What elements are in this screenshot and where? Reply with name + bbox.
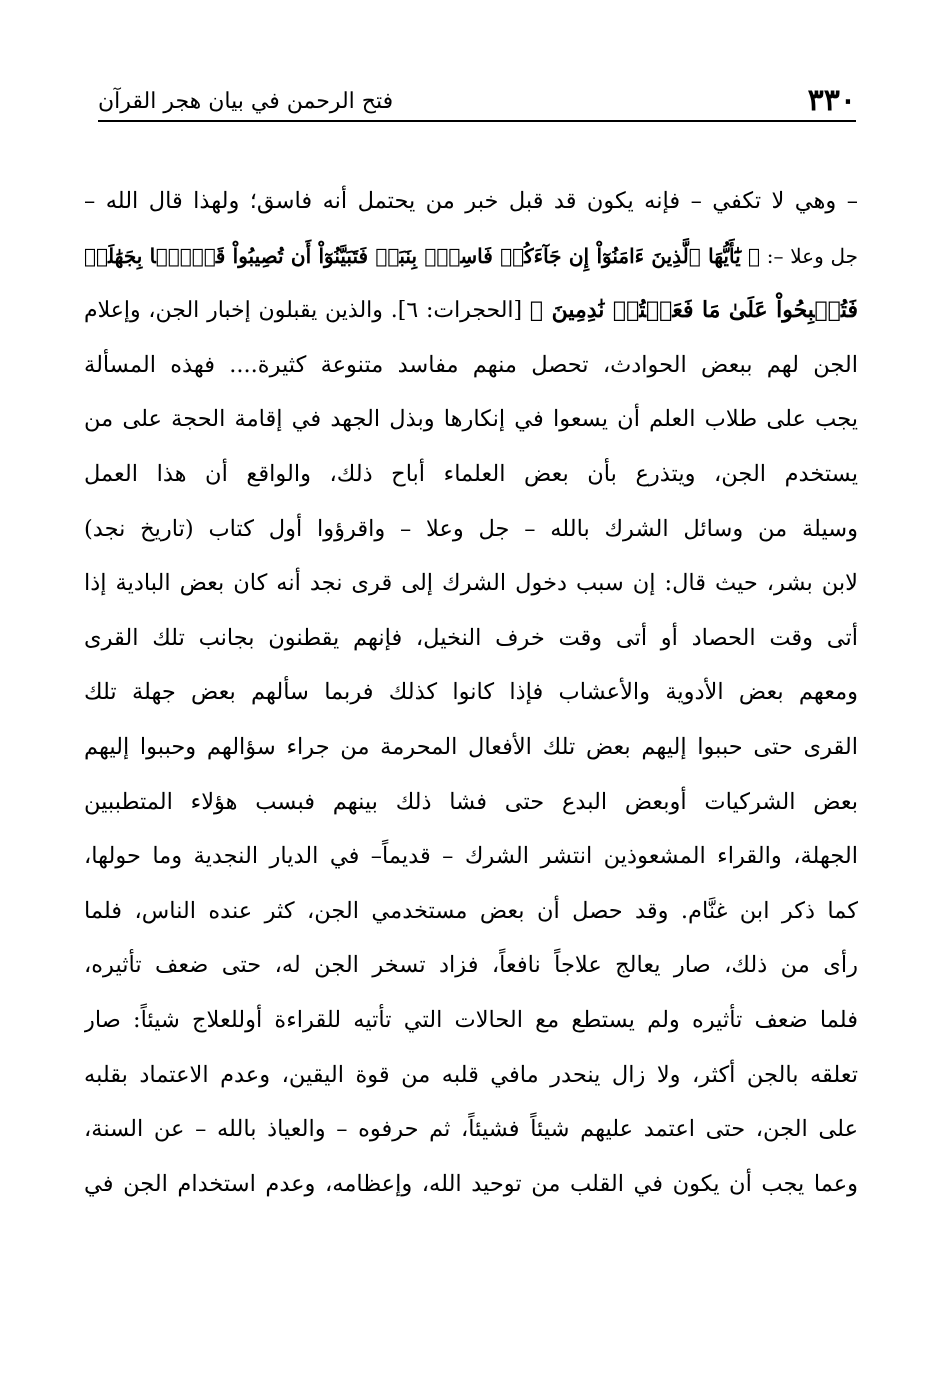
- line-text: جل وعلا –:: [760, 243, 858, 268]
- text-line: [84, 502, 858, 557]
- line-text: ومعهم بعض الأدوية والأعشاب فإذا كانوا كذلك فربما سألهم بعض جهلة تلك: [84, 679, 858, 706]
- text-line: [84, 665, 858, 720]
- text-line: [84, 829, 858, 884]
- quran-verse: فَتُصۡبِحُواْ عَلَىٰ مَا فَعَلۡتُمۡ نَٰدِمِينَ ﴾: [529, 297, 858, 324]
- line-text: بعض الشركيات أوبعض البدع حتى فشا ذلك بينهم فبسب هؤلاء المتطببين: [84, 788, 858, 815]
- line-text: – وهي لا تكفي – فإنه يكون قد قبل خبر من يحتمل أنه فاسق؛ ولهذا قال الله –: [84, 188, 858, 214]
- line-text: فلما ضعف تأثيره ولم يستطع مع الحالات التي تأتيه للقراءة أوللعلاج شيئاً: صار: [84, 1006, 858, 1033]
- quran-verse: ﴿ يَٰٓأَيُّهَا ٱلَّذِينَ ءَامَنُوٓاْ إِن جَآءَكُمۡ فَاسِقُۢ بِنَبَإٖ فَتَبَيَّنُوٓاْ أَن تُصِيبُواْ قَوۡمَۢا بِجَهَٰلَةٖ: [84, 243, 760, 268]
- line-text: الجن لهم ببعض الحوادث، تحصل منهم مفاسد متنوعة كثيرة.... فهذه المسألة: [84, 351, 858, 378]
- text-line: [84, 392, 858, 447]
- text-line: [84, 1048, 858, 1103]
- line-text: وعما يجب أن يكون في القلب من توحيد الله، وإعظامه، وعدم استخدام الجن في: [84, 1170, 858, 1197]
- text-line: [84, 938, 858, 993]
- text-line: [84, 447, 858, 502]
- line-text: أتى وقت الحصاد أو أتى وقت خرف النخيل، فإنهم يقطنون بجانب تلك القرى: [84, 624, 858, 651]
- line-text: القرى حتى حببوا إليهم بعض تلك الأفعال المحرمة من جراء سؤالهم وحببوا إليهم: [84, 733, 858, 760]
- line-text: تعلقه بالجن أكثر، ولا زال ينحدر مافي قلبه من قوة اليقين، وعدم الاعتماد بقلبه: [84, 1061, 858, 1088]
- text-line: [84, 556, 858, 611]
- line-text: لابن بشر، حيث قال: إن سبب دخول الشرك إلى قرى نجد أنه كان بعض البادية إذا: [84, 570, 858, 597]
- line-text: على الجن، حتى اعتمد عليهم شيئاً فشيئاً، ثم حرفوه – والعياذ بالله – عن السنة،: [84, 1116, 858, 1143]
- text-line: [84, 611, 858, 666]
- text-line: [84, 993, 858, 1048]
- text-line: [84, 720, 858, 775]
- line-text: يستخدم الجن، ويتذرع بأن بعض العلماء أباح ذلك، والواقع أن هذا العمل: [84, 460, 858, 487]
- page-header: [98, 76, 856, 122]
- header-rule: [98, 120, 856, 122]
- text-line: [84, 338, 858, 393]
- text-line: [84, 884, 858, 939]
- page-number: ٣٣٠: [807, 83, 856, 118]
- text-line: [84, 775, 858, 830]
- running-title: فتح الرحمن في بيان هجر القرآن: [98, 89, 394, 114]
- line-text: كما ذكر ابن غنَّام. وقد حصل أن بعض مستخدمي الجن، كثر عنده الناس، فلما: [84, 897, 858, 924]
- line-text: [الحجرات: ٦]. والذين يقبلون إخبار الجن، وإعلام: [84, 298, 530, 324]
- text-line: [84, 174, 858, 229]
- line-text: رأى من ذلك، صار يعالج علاجاً نافعاً، فزاد تسخر الجن له، حتى ضعف تأثيره،: [84, 952, 858, 979]
- text-line: [84, 1157, 858, 1212]
- text-line: [84, 229, 858, 284]
- text-line: [84, 283, 858, 338]
- line-text: وسيلة من وسائل الشرك بالله – جل وعلا – واقرؤوا أول كتاب (تاريخ نجد): [84, 515, 858, 542]
- text-line: [84, 1102, 858, 1157]
- line-text: يجب على طلاب العلم أن يسعوا في إنكارها وبذل الجهد في إقامة الحجة على من: [84, 406, 858, 433]
- line-text: الجهلة، والقراء المشعوذين انتشر الشرك – قديماً– في الديار النجدية وما حولها،: [84, 843, 858, 870]
- body-text: [84, 174, 858, 1211]
